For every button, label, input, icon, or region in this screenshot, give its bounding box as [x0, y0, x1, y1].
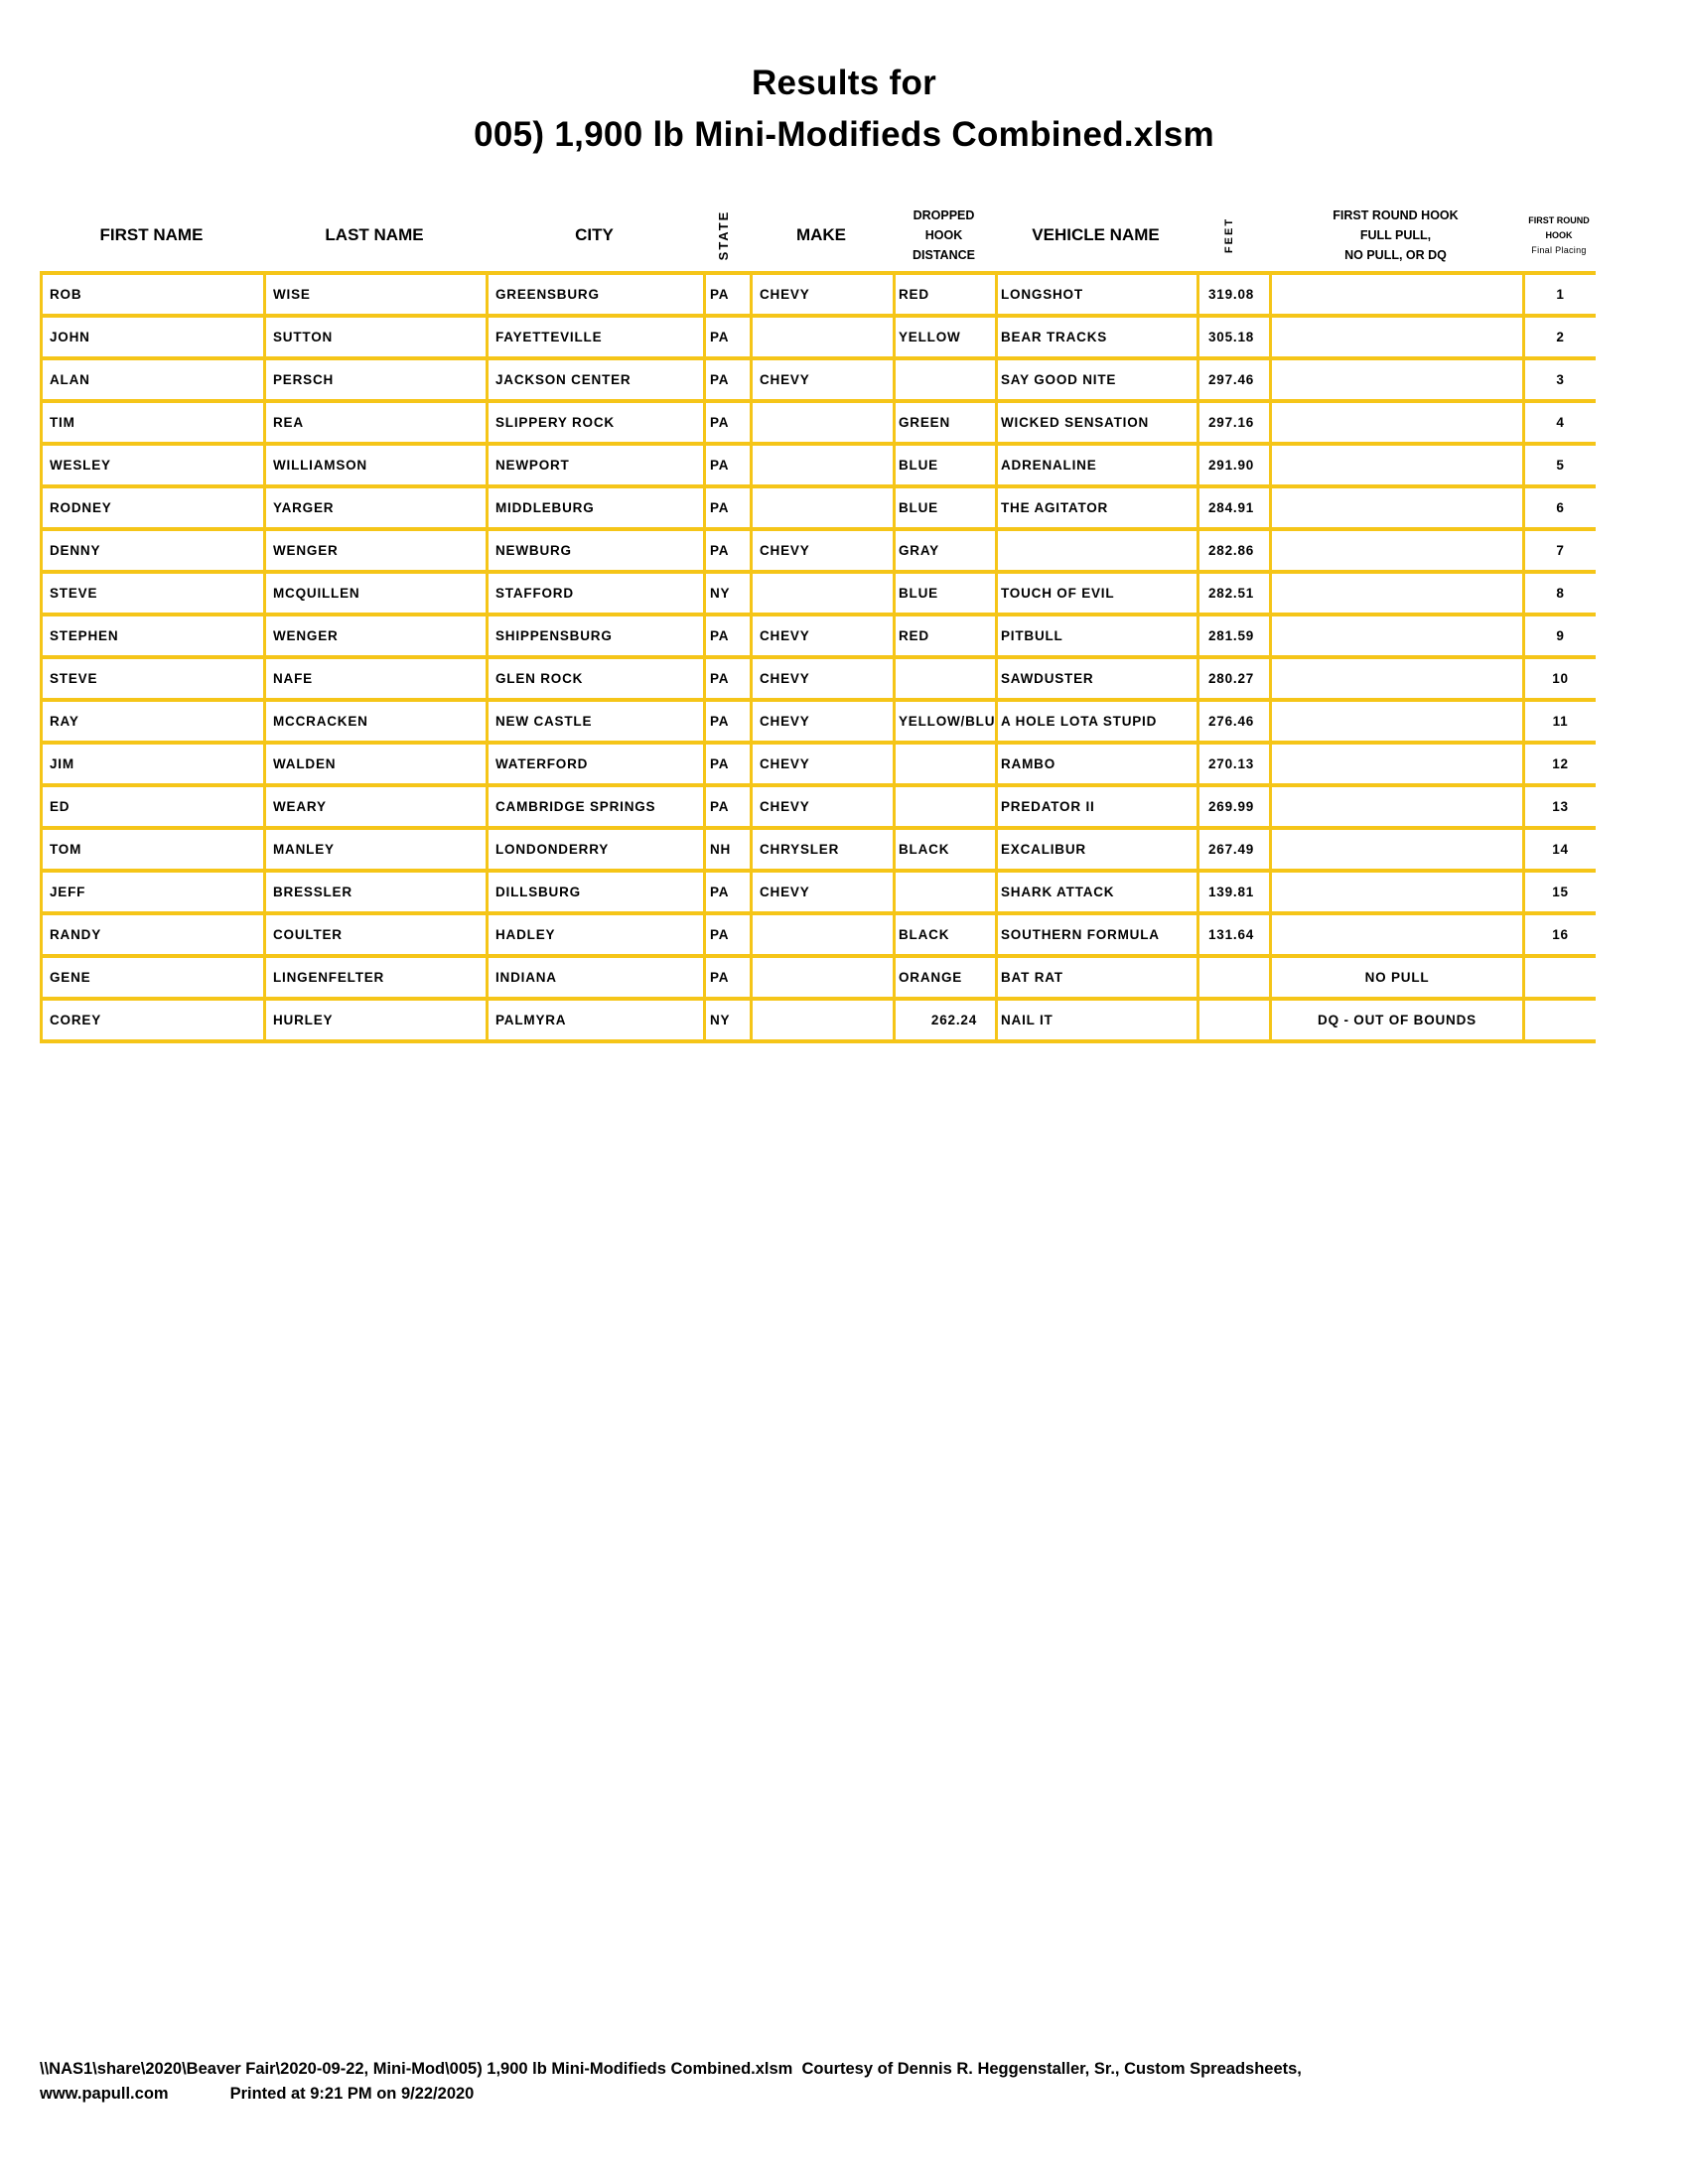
cell-feet: 284.91	[1196, 488, 1269, 527]
cell-vehicle-name: RAMBO	[995, 745, 1196, 783]
table-row	[40, 271, 1596, 314]
cell-final-placing: 11	[1522, 702, 1596, 741]
cell-city: CAMBRIDGE SPRINGS	[486, 787, 703, 826]
cell-first-round-hook: NO PULL	[1269, 958, 1522, 997]
header-dropped-line3: DISTANCE	[913, 248, 975, 262]
cell-feet: 131.64	[1196, 915, 1269, 954]
cell-state: NH	[703, 830, 750, 869]
cell-dropped-hook-distance: RED	[893, 616, 995, 655]
cell-state: PA	[703, 318, 750, 356]
cell-first-name: RODNEY	[40, 488, 263, 527]
header-frh-line3: NO PULL, OR DQ	[1344, 248, 1447, 262]
header-dropped-line1: DROPPED	[913, 208, 975, 222]
cell-make: CHEVY	[750, 702, 893, 741]
cell-feet: 139.81	[1196, 873, 1269, 911]
table-row	[40, 356, 1596, 399]
cell-first-round-hook: DQ - OUT OF BOUNDS	[1269, 1001, 1522, 1039]
header-vehicle-name: VEHICLE NAME	[1032, 225, 1160, 244]
cell-dropped-hook-distance: YELLOW/BLU	[893, 702, 995, 741]
cell-first-name: COREY	[40, 1001, 263, 1039]
cell-vehicle-name: BAT RAT	[995, 958, 1196, 997]
cell-last-name: NAFE	[263, 659, 486, 698]
cell-state: PA	[703, 659, 750, 698]
cell-feet: 281.59	[1196, 616, 1269, 655]
cell-first-name: GENE	[40, 958, 263, 997]
cell-feet	[1196, 958, 1269, 997]
header-last-name: LAST NAME	[325, 225, 424, 244]
footer-line2	[40, 2085, 474, 2104]
table-row	[40, 527, 1596, 570]
cell-first-name: STEPHEN	[40, 616, 263, 655]
cell-last-name: WEARY	[263, 787, 486, 826]
footer-printed: Printed at 9:21 PM on 9/22/2020	[229, 2085, 475, 2103]
cell-city: GLEN ROCK	[486, 659, 703, 698]
header-dropped-line2: HOOK	[924, 228, 963, 242]
cell-first-round-hook	[1269, 659, 1522, 698]
cell-final-placing: 8	[1522, 574, 1596, 613]
cell-first-round-hook	[1269, 403, 1522, 442]
cell-feet: 280.27	[1196, 659, 1269, 698]
cell-first-round-hook	[1269, 488, 1522, 527]
cell-dropped-hook-distance	[893, 360, 995, 399]
header-dropped-hook-distance	[893, 203, 995, 268]
cell-make	[750, 318, 893, 356]
cell-city: MIDDLEBURG	[486, 488, 703, 527]
cell-final-placing: 7	[1522, 531, 1596, 570]
cell-feet: 282.51	[1196, 574, 1269, 613]
cell-city: NEWPORT	[486, 446, 703, 484]
cell-final-placing: 1	[1522, 275, 1596, 314]
page-title: Results for	[751, 64, 937, 102]
cell-city: SHIPPENSBURG	[486, 616, 703, 655]
cell-first-name: RANDY	[40, 915, 263, 954]
cell-last-name: PERSCH	[263, 360, 486, 399]
cell-vehicle-name: A HOLE LOTA STUPID	[995, 702, 1196, 741]
cell-feet: 297.46	[1196, 360, 1269, 399]
cell-first-name: JOHN	[40, 318, 263, 356]
cell-state: PA	[703, 403, 750, 442]
cell-vehicle-name: SOUTHERN FORMULA	[995, 915, 1196, 954]
cell-state: NY	[703, 574, 750, 613]
cell-make: CHEVY	[750, 745, 893, 783]
header-fp-line1: FIRST ROUND	[1528, 214, 1590, 225]
cell-vehicle-name: BEAR TRACKS	[995, 318, 1196, 356]
cell-final-placing: 6	[1522, 488, 1596, 527]
header-first-round-hook	[1269, 203, 1522, 268]
cell-feet	[1196, 1001, 1269, 1039]
cell-feet: 267.49	[1196, 830, 1269, 869]
header-frh-line1: FIRST ROUND HOOK	[1333, 208, 1459, 222]
cell-first-round-hook	[1269, 446, 1522, 484]
cell-first-name: ED	[40, 787, 263, 826]
cell-first-name: WESLEY	[40, 446, 263, 484]
cell-feet: 276.46	[1196, 702, 1269, 741]
table-row	[40, 954, 1596, 997]
cell-last-name: MCQUILLEN	[263, 574, 486, 613]
cell-make: CHEVY	[750, 275, 893, 314]
cell-dropped-hook-distance	[893, 745, 995, 783]
table-row	[40, 399, 1596, 442]
header-final-placing	[1522, 206, 1596, 264]
cell-last-name: SUTTON	[263, 318, 486, 356]
cell-vehicle-name: SHARK ATTACK	[995, 873, 1196, 911]
cell-make	[750, 1001, 893, 1039]
file-title: 005) 1,900 lb Mini-Modifieds Combined.xlsm	[474, 115, 1214, 154]
table-row	[40, 484, 1596, 527]
footer-path: \\NAS1\share\2020\Beaver Fair\2020-09-22, Mini-Mod\005) 1,900 lb Mini-Modifieds Combined.xlsm Courtesy of Dennis R. Heggenstaller, Sr., Custom Spreadsheets,	[40, 2060, 1302, 2078]
cell-final-placing: 5	[1522, 446, 1596, 484]
cell-vehicle-name: ADRENALINE	[995, 446, 1196, 484]
cell-state: NY	[703, 1001, 750, 1039]
cell-dropped-hook-distance	[893, 659, 995, 698]
cell-first-round-hook	[1269, 702, 1522, 741]
cell-final-placing: 16	[1522, 915, 1596, 954]
header-fp-line3: Final Placing	[1531, 244, 1587, 255]
cell-first-name: JEFF	[40, 873, 263, 911]
cell-final-placing: 13	[1522, 787, 1596, 826]
cell-first-name: TOM	[40, 830, 263, 869]
cell-dropped-hook-distance: BLUE	[893, 488, 995, 527]
cell-state: PA	[703, 958, 750, 997]
cell-first-round-hook	[1269, 574, 1522, 613]
cell-last-name: WENGER	[263, 616, 486, 655]
cell-first-round-hook	[1269, 915, 1522, 954]
cell-city: FAYETTEVILLE	[486, 318, 703, 356]
cell-dropped-hook-distance: GREEN	[893, 403, 995, 442]
table-row	[40, 570, 1596, 613]
cell-first-round-hook	[1269, 616, 1522, 655]
cell-dropped-hook-distance	[893, 873, 995, 911]
cell-city: NEWBURG	[486, 531, 703, 570]
cell-vehicle-name: PITBULL	[995, 616, 1196, 655]
cell-dropped-hook-distance: RED	[893, 275, 995, 314]
cell-city: SLIPPERY ROCK	[486, 403, 703, 442]
cell-final-placing: 3	[1522, 360, 1596, 399]
cell-feet: 269.99	[1196, 787, 1269, 826]
table-row	[40, 911, 1596, 954]
cell-first-round-hook	[1269, 873, 1522, 911]
cell-state: PA	[703, 616, 750, 655]
cell-dropped-hook-distance: YELLOW	[893, 318, 995, 356]
cell-make: CHEVY	[750, 787, 893, 826]
cell-first-name: JIM	[40, 745, 263, 783]
cell-city: HADLEY	[486, 915, 703, 954]
cell-final-placing: 2	[1522, 318, 1596, 356]
cell-first-name: ROB	[40, 275, 263, 314]
table-row	[40, 698, 1596, 741]
cell-state: PA	[703, 787, 750, 826]
cell-dropped-hook-distance: 262.24	[893, 1001, 995, 1039]
header-make: MAKE	[795, 225, 847, 244]
cell-city: LONDONDERRY	[486, 830, 703, 869]
cell-final-placing	[1522, 1001, 1596, 1039]
cell-first-name: DENNY	[40, 531, 263, 570]
results-table	[40, 271, 1596, 1043]
cell-dropped-hook-distance: GRAY	[893, 531, 995, 570]
footer-website: www.papull.com	[40, 2085, 169, 2103]
cell-last-name: LINGENFELTER	[263, 958, 486, 997]
cell-first-name: TIM	[40, 403, 263, 442]
cell-vehicle-name: WICKED SENSATION	[995, 403, 1196, 442]
cell-first-round-hook	[1269, 745, 1522, 783]
cell-state: PA	[703, 915, 750, 954]
header-fp-line2: HOOK	[1545, 229, 1573, 240]
cell-final-placing: 14	[1522, 830, 1596, 869]
cell-first-round-hook	[1269, 318, 1522, 356]
cell-vehicle-name	[995, 531, 1196, 570]
table-row	[40, 655, 1596, 698]
cell-state: PA	[703, 702, 750, 741]
cell-feet: 270.13	[1196, 745, 1269, 783]
cell-first-name: STEVE	[40, 659, 263, 698]
cell-last-name: WILLIAMSON	[263, 446, 486, 484]
header-frh-line2: FULL PULL,	[1359, 228, 1432, 242]
table-row	[40, 869, 1596, 911]
cell-make	[750, 446, 893, 484]
cell-vehicle-name: SAWDUSTER	[995, 659, 1196, 698]
header-feet: FEET	[1223, 216, 1235, 254]
cell-state: PA	[703, 360, 750, 399]
cell-first-round-hook	[1269, 830, 1522, 869]
table-row	[40, 997, 1596, 1043]
cell-state: PA	[703, 745, 750, 783]
cell-make: CHEVY	[750, 531, 893, 570]
cell-make: CHRYSLER	[750, 830, 893, 869]
cell-make	[750, 574, 893, 613]
cell-make: CHEVY	[750, 360, 893, 399]
cell-make	[750, 488, 893, 527]
cell-state: PA	[703, 446, 750, 484]
cell-city: STAFFORD	[486, 574, 703, 613]
cell-vehicle-name: PREDATOR II	[995, 787, 1196, 826]
table-row	[40, 613, 1596, 655]
cell-vehicle-name: LONGSHOT	[995, 275, 1196, 314]
cell-final-placing	[1522, 958, 1596, 997]
cell-vehicle-name: NAIL IT	[995, 1001, 1196, 1039]
cell-last-name: BRESSLER	[263, 873, 486, 911]
cell-dropped-hook-distance: BLACK	[893, 915, 995, 954]
cell-city: GREENSBURG	[486, 275, 703, 314]
cell-make: CHEVY	[750, 873, 893, 911]
cell-last-name: REA	[263, 403, 486, 442]
cell-first-name: ALAN	[40, 360, 263, 399]
cell-dropped-hook-distance: BLUE	[893, 574, 995, 613]
cell-final-placing: 12	[1522, 745, 1596, 783]
cell-feet: 282.86	[1196, 531, 1269, 570]
cell-dropped-hook-distance	[893, 787, 995, 826]
cell-state: PA	[703, 488, 750, 527]
cell-dropped-hook-distance: BLACK	[893, 830, 995, 869]
header-first-name: FIRST NAME	[99, 225, 204, 244]
cell-last-name: MCCRACKEN	[263, 702, 486, 741]
cell-last-name: WISE	[263, 275, 486, 314]
cell-final-placing: 15	[1522, 873, 1596, 911]
header-city: CITY	[575, 225, 614, 244]
cell-first-round-hook	[1269, 787, 1522, 826]
cell-dropped-hook-distance: BLUE	[893, 446, 995, 484]
cell-last-name: COULTER	[263, 915, 486, 954]
cell-feet: 291.90	[1196, 446, 1269, 484]
cell-feet: 297.16	[1196, 403, 1269, 442]
cell-state: PA	[703, 873, 750, 911]
header-state: STATE	[716, 209, 731, 261]
cell-final-placing: 10	[1522, 659, 1596, 698]
cell-make	[750, 958, 893, 997]
cell-first-round-hook	[1269, 531, 1522, 570]
table-row	[40, 741, 1596, 783]
cell-first-round-hook	[1269, 275, 1522, 314]
cell-final-placing: 4	[1522, 403, 1596, 442]
cell-last-name: WALDEN	[263, 745, 486, 783]
table-row	[40, 314, 1596, 356]
cell-feet: 319.08	[1196, 275, 1269, 314]
cell-first-name: STEVE	[40, 574, 263, 613]
cell-vehicle-name: TOUCH OF EVIL	[995, 574, 1196, 613]
cell-city: PALMYRA	[486, 1001, 703, 1039]
table-row	[40, 783, 1596, 826]
cell-city: DILLSBURG	[486, 873, 703, 911]
table-row	[40, 826, 1596, 869]
cell-last-name: WENGER	[263, 531, 486, 570]
cell-city: WATERFORD	[486, 745, 703, 783]
cell-make: CHEVY	[750, 659, 893, 698]
cell-state: PA	[703, 531, 750, 570]
cell-last-name: YARGER	[263, 488, 486, 527]
cell-city: JACKSON CENTER	[486, 360, 703, 399]
cell-city: INDIANA	[486, 958, 703, 997]
cell-make: CHEVY	[750, 616, 893, 655]
cell-last-name: MANLEY	[263, 830, 486, 869]
cell-vehicle-name: SAY GOOD NITE	[995, 360, 1196, 399]
cell-city: NEW CASTLE	[486, 702, 703, 741]
cell-state: PA	[703, 275, 750, 314]
cell-make	[750, 403, 893, 442]
cell-feet: 305.18	[1196, 318, 1269, 356]
cell-make	[750, 915, 893, 954]
cell-final-placing: 9	[1522, 616, 1596, 655]
cell-last-name: HURLEY	[263, 1001, 486, 1039]
cell-vehicle-name: THE AGITATOR	[995, 488, 1196, 527]
cell-dropped-hook-distance: ORANGE	[893, 958, 995, 997]
table-row	[40, 442, 1596, 484]
cell-first-name: RAY	[40, 702, 263, 741]
cell-first-round-hook	[1269, 360, 1522, 399]
cell-vehicle-name: EXCALIBUR	[995, 830, 1196, 869]
